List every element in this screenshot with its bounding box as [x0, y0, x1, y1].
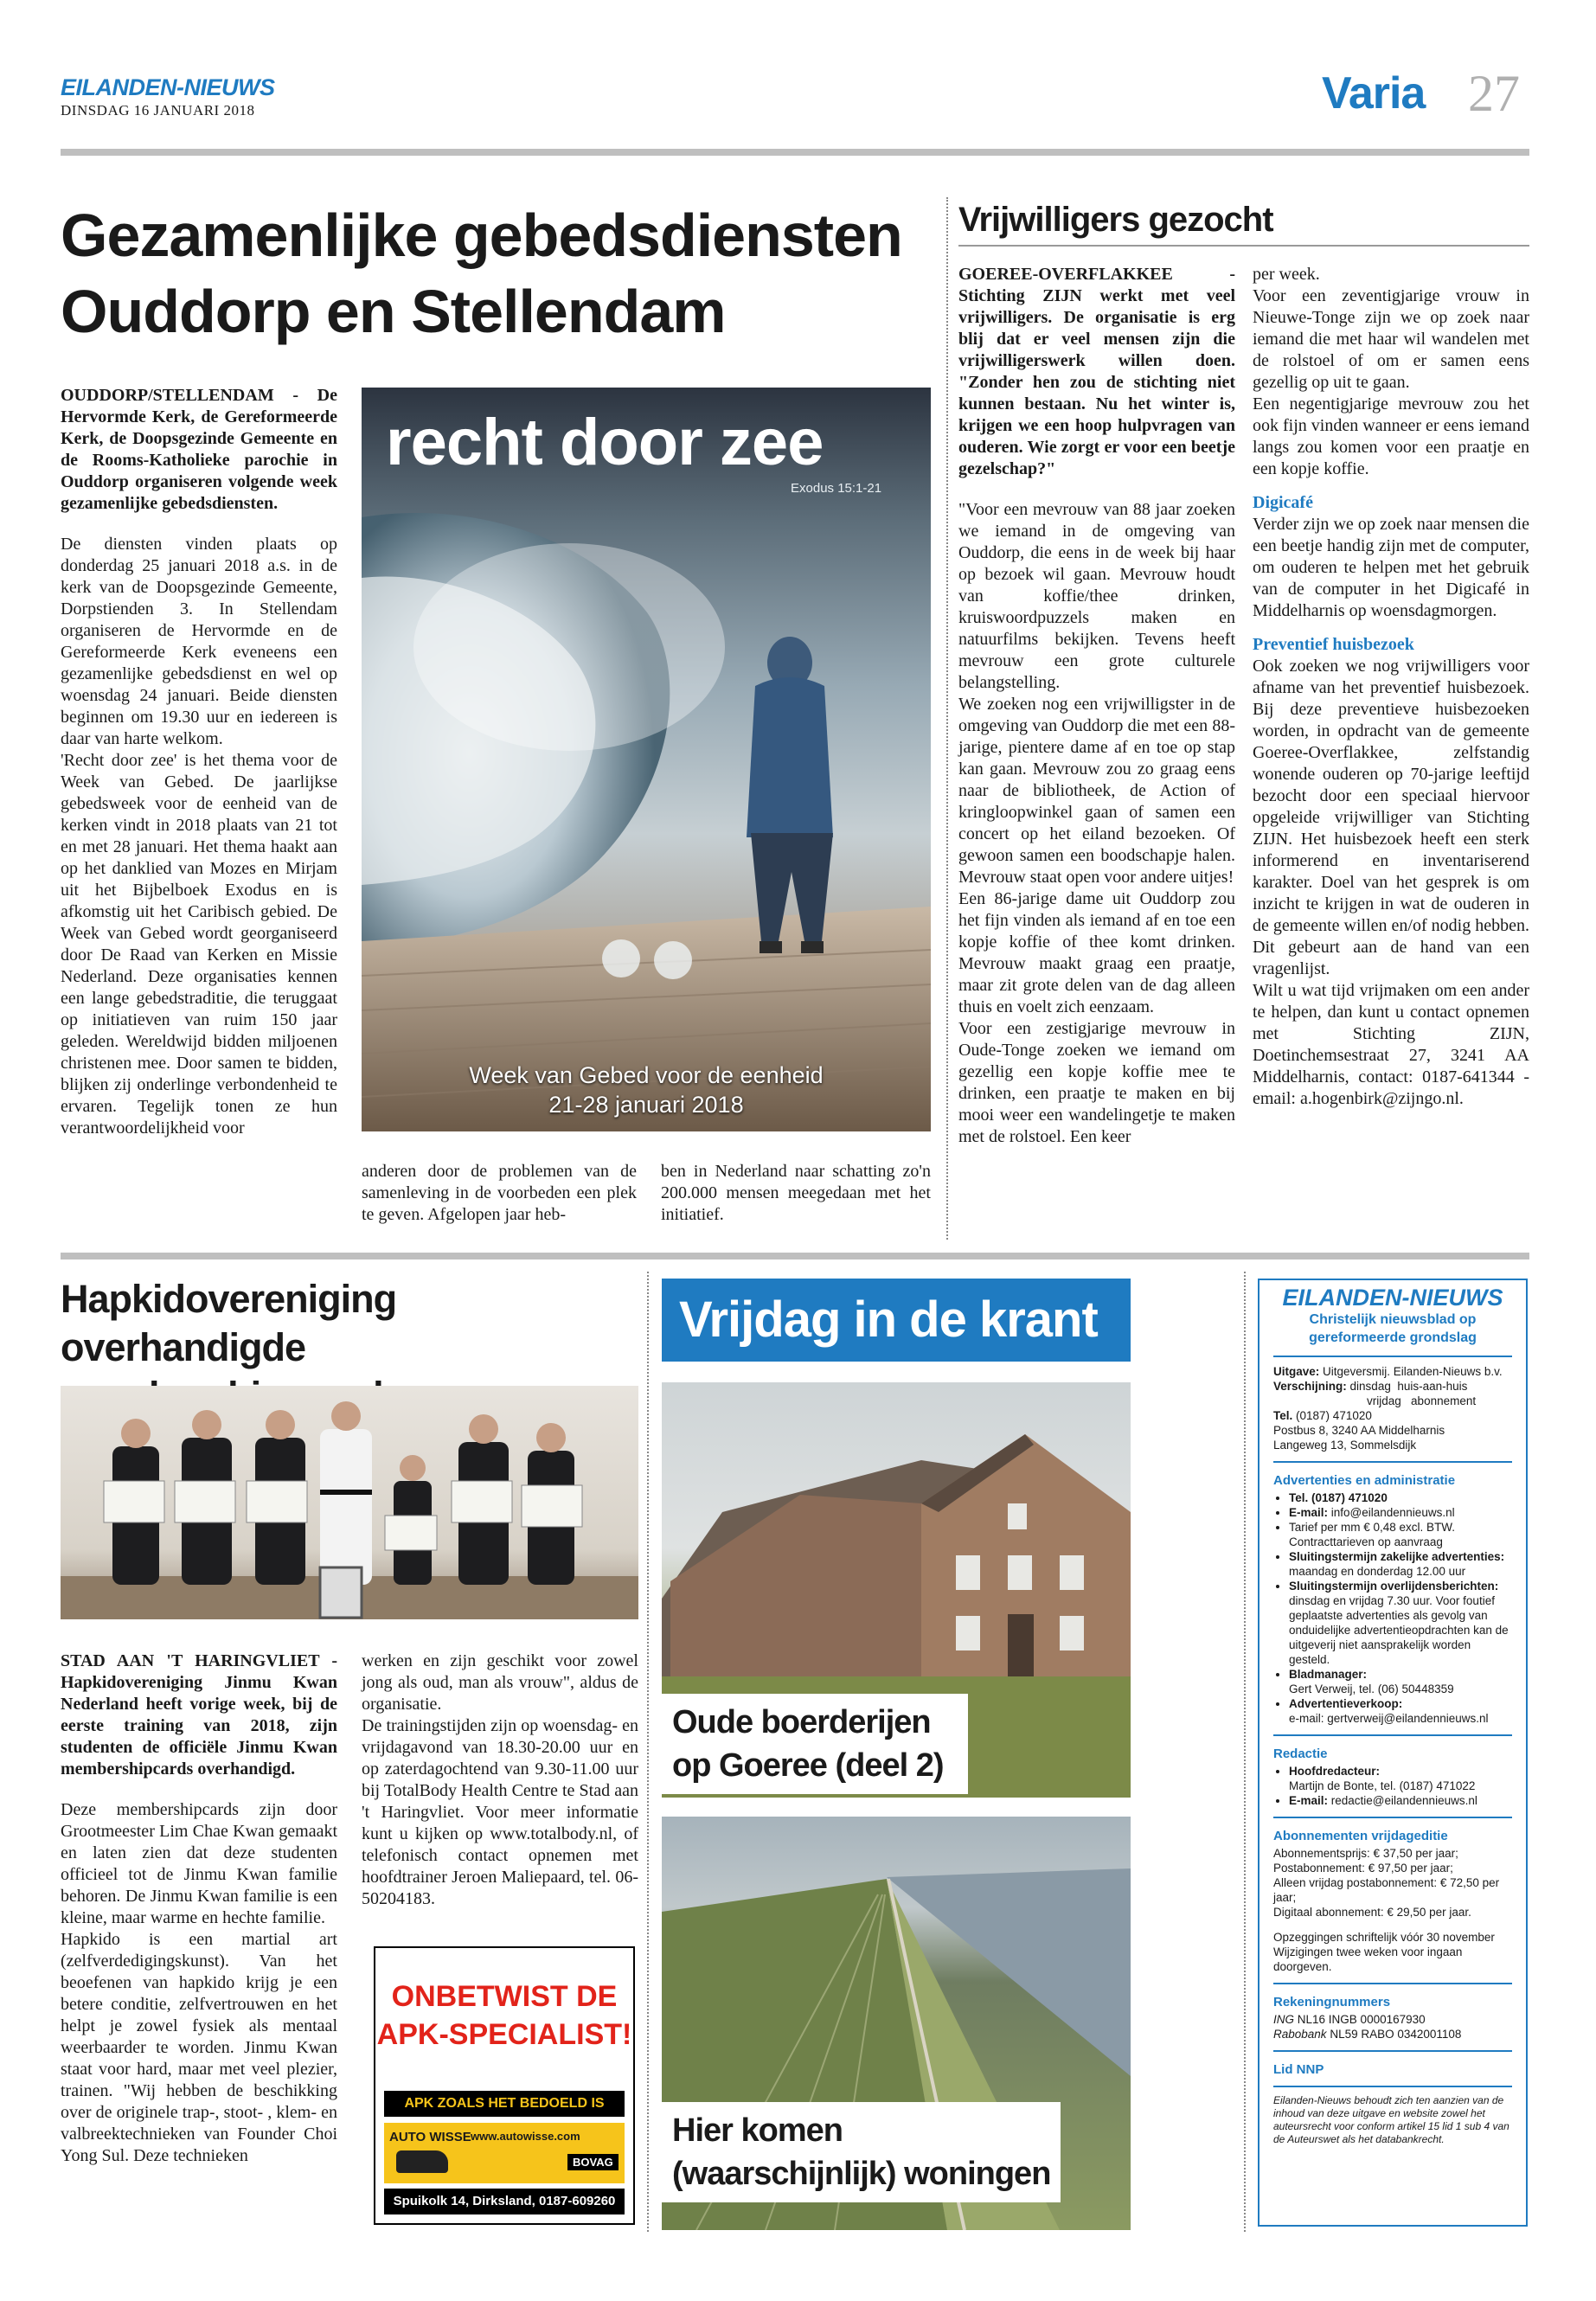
hapkido-photo: [61, 1386, 638, 1619]
paragraph: De diensten vinden plaats op donderdag 25 januari 2018 a.s. in de kerk van de Doopsgezinde Gemeente, Dorpstienden 3. In Stellendam organiseren de Hervormde en de Gereformeerde Kerk eveneens een gezamenlijke gebedsdienst en wel op woensdag 24 januari. Beide diensten beginnen om 19.30 uur en iedereen is daar van harte welkom.: [61, 535, 337, 748]
red-title: Redactie: [1273, 1747, 1328, 1761]
paragraph: "Voor een mevrouw van 88 jaar zoeken we iemand in de omgeving van Ouddorp, die eens in de week bij haar op bezoek wil gaan. Mevrouw houdt van koffie/thee drinken, kruiswoordpuzzels maken en natuurfilms bekijken. Tevens heeft mevrouw een grote culturele belangstelling.: [958, 500, 1235, 692]
paragraph: Deze membershipcards zijn door Grootmeester Lim Chae Kwan gemaakt en laten zien dat deze studenten officieel tot de Jinmu Kwan familie behoren. De Jinmu Kwan familie is een kleine, maar warme en hechte familie.: [61, 1800, 337, 1927]
address-line: Langeweg 13, Sommelsdijk: [1273, 1439, 1417, 1452]
colophon-rule: [1273, 2086, 1512, 2087]
poster-caption-line: Week van Gebed voor de eenheid: [469, 1062, 824, 1088]
section-rule: [61, 1253, 1529, 1259]
red-item: • E-mail: redactie@eilandennieuws.nl: [1289, 1793, 1512, 1808]
paragraph: anderen door de problemen van de samenleving in de voorbeden een plek te geven. Afgelopen jaar heb-: [362, 1162, 637, 1224]
friday-caption-2: [662, 2102, 1061, 2202]
paragraph: Wilt u wat tijd vrijmaken om een ander te helpen, dan kunt u contact opnemen met Stichting ZIJN, Doetinchemsestraat 27, 3241 AA Middelharnis, contact: 0187-641344 - email: a.hogenbirk@zijngo.nl.: [1253, 981, 1529, 1108]
column-divider: [647, 1272, 649, 2232]
colophon-publisher: [1273, 1364, 1512, 1452]
issue-date: DINSDAG 16 JANUARI 2018: [61, 102, 255, 119]
paragraph: Een 86-jarige dame uit Ouddorp zou het fijn vinden als iemand af en toe een kopje koffie of thee komt drinken. Mevrouw maakt graag een praatje, maar zit grote delen van de dag alleen thuis en voelt zich eenzaam.: [958, 889, 1235, 1016]
ad-bovag: BOVAG: [567, 2154, 619, 2170]
caption-line: op Goeree (deel 2): [672, 1747, 944, 1784]
section-label: Varia: [1322, 68, 1426, 119]
value: (0187) 471020: [1296, 1409, 1372, 1422]
colophon-rule: [1273, 1734, 1512, 1736]
article2-col2: [1253, 264, 1529, 1110]
colophon-logo: EILANDEN-NIEUWS: [1282, 1285, 1503, 1311]
abo-line: Abonnementsprijs: € 37,50 per jaar;: [1273, 1847, 1458, 1860]
ad-banner: APK ZOALS HET BEDOELD IS: [384, 2091, 625, 2117]
column-divider: [946, 197, 948, 1240]
value: Uitgeversmij. Eilanden-Nieuws b.v.: [1323, 1365, 1503, 1378]
poster-image: [362, 388, 931, 1131]
friday-caption-1: [662, 1694, 968, 1794]
ad-headline-line: ONBETWIST DE: [391, 1980, 618, 2013]
paragraph: Hapkido is een martial art (zelfverdedigingskunst). Van het beoefenen van hapkido krijg je een betere conditie, zelfvertrouwen en het helpt je zowel fysiek als mentaal weerbaarder te worden. Jinmu Kwan staat voor hard, maar met veel plezier, trainen. "Wij hebben de beschikking over de originele trap-, stoot- , klem- en valbreektechnieken van Founder Choi Yong Sul. Deze technieken: [61, 1930, 337, 2165]
value: abonnement: [1411, 1394, 1477, 1407]
article2-headline: Vrijwilligers gezocht: [958, 201, 1273, 239]
ad-logo-strip: [384, 2123, 625, 2183]
adv-item: • Sluitingstermijn zakelijke advertenties: maandag en donderdag 12.00 uur: [1289, 1549, 1512, 1579]
value: vrijdag: [1367, 1394, 1401, 1407]
colophon-box: [1258, 1279, 1528, 2227]
friday-banner: Vrijdag in de krant: [662, 1279, 1131, 1362]
tagline-line: Christelijk nieuwsblad op: [1309, 1312, 1477, 1327]
colophon-rule: [1273, 2050, 1512, 2052]
abo-line: Digitaal abonnement: € 29,50 per jaar.: [1273, 1906, 1471, 1919]
rek-list: ING NL16 INGB 0000167930 Rabobank NL59 RABO 0342001108: [1273, 2013, 1462, 2041]
paragraph: Ook zoeken we nog vrijwilligers voor afname van het preventief huisbezoek. Bij deze preventieve huisbezoeken worden, in opdracht van de gemeente Goeree-Overflakkee, zelfstandig wonende ouderen op 70-jarige leeftijd bezocht door een speciaal hiervoor opgeleide vrijwilliger van Stichting ZIJN. Het huisbezoek heeft een sterk informerend en inventariserend karakter. Doel van het gesprek is om inzicht te krijgen in wat de ouderen in de gemeente willen en/of nodig hebben. Dit gebeurt aan de hand van een vragenlijst.: [1253, 657, 1529, 978]
abo-list: [1273, 1846, 1512, 1974]
advertisement[interactable]: [374, 1946, 635, 2225]
poster-caption: [362, 1061, 931, 1119]
article2-col1: [958, 264, 1235, 1148]
ad-address: Spuikolk 14, Dirksland, 0187-609260: [384, 2189, 625, 2214]
article2-rule: [958, 245, 1529, 247]
label: Verschijning:: [1273, 1380, 1347, 1393]
paragraph: werken en zijn geschikt voor zowel jong als oud, man als vrouw", aldus de organisatie.: [362, 1651, 638, 1714]
colophon-tagline: [1273, 1311, 1512, 1347]
ad-website: www.autowisse.com: [471, 2130, 580, 2143]
paragraph: De trainingstijden zijn op woensdag- en vrijdagavond van 18.30-20.00 uur en op zaterdagochtend van 9.30-11.00 uur bij TotalBody Health Centre te Stad aan 't Haringvliet. Voor meer informatie kunt u kijken op www.totalbody.nl, of telefonisch contact opnemen met hoofdtrainer Jeroen Maliepaard, tel. 06-50204183.: [362, 1716, 638, 1908]
paragraph: Voor een zeventigjarige vrouw in Nieuwe-Tonge zijn we op zoek naar iemand die met haar wil wandelen met de rolstoel of om er samen eens gezellig op uit te gaan.: [1253, 286, 1529, 392]
aerial-photo[interactable]: [662, 1817, 1131, 2230]
car-icon: [396, 2150, 448, 2173]
headline-line: Ouddorp en Stellendam: [61, 278, 726, 345]
paragraph: ben in Nederland naar schatting zo'n 200.000 mensen meegedaan met het initiatief.: [661, 1162, 931, 1224]
caption-line: (waarschijnlijk) woningen: [672, 2156, 1051, 2192]
caption-line: Hier komen: [672, 2112, 843, 2149]
page-number: 27: [1468, 65, 1520, 122]
paragraph: Een negentigjarige mevrouw zou het ook fijn vinden wanneer er eens iemand langs zou komen voor een praatje en een kopje koffie.: [1253, 394, 1529, 478]
article1-col3: [661, 1161, 931, 1226]
poster-wave-art: [362, 388, 931, 1131]
colophon-rule: [1273, 1356, 1512, 1357]
address-line: Postbus 8, 3240 AA Middelharnis: [1273, 1424, 1445, 1437]
poster-caption-line: 21-28 januari 2018: [548, 1092, 744, 1118]
caption-line: Oude boerderijen: [672, 1704, 931, 1740]
article1-col2: [362, 1161, 637, 1226]
ad-headline-line: APK-SPECIALIST!: [376, 2018, 632, 2051]
disclaimer: Eilanden-Nieuws behoudt zich ten aanzien van de inhoud van deze uitgave en website zowel het auteursrecht voor conform artikel 15 lid 1 sub 4 van de Auteurswet als het databankrecht.: [1273, 2094, 1509, 2145]
subhead-preventief: Preventief huisbezoek: [1253, 635, 1414, 654]
value: huis-aan-huis: [1397, 1380, 1468, 1393]
abo-title: Abonnementen vrijdageditie: [1273, 1829, 1448, 1843]
colophon-rule: [1273, 1461, 1512, 1463]
adv-item: • E-mail: info@eilandennieuws.nl: [1289, 1505, 1512, 1520]
masthead-logo: EILANDEN-NIEUWS: [61, 74, 275, 100]
article1-lead: OUDDORP/STELLENDAM - De Hervormde Kerk, de Gereformeerde Kerk, de Doopsgezinde Gemeente en de Rooms-Katholieke parochie in Ouddorp organiseren volgende week gezamenlijke gebedsdiensten.: [61, 386, 337, 513]
header-rule: [61, 149, 1529, 156]
abo-line: Wijzigingen twee weken voor ingaan doorgeven.: [1273, 1945, 1463, 1973]
article1-headline: [61, 197, 943, 349]
headline-line: Hapkidovereniging overhandigde: [61, 1277, 397, 1369]
adv-item: • Tel. (0187) 471020: [1289, 1490, 1512, 1505]
tagline-line: gereformeerde grondslag: [1309, 1330, 1477, 1345]
farmhouse-photo[interactable]: [662, 1382, 1131, 1798]
hapkido-group-art: [61, 1386, 638, 1619]
colophon-rule: [1273, 1983, 1512, 1984]
poster-reference: Exodus 15:1-21: [791, 481, 882, 496]
adv-item: • Bladmanager: Gert Verweij, tel. (06) 50448359: [1289, 1667, 1512, 1696]
value: dinsdag: [1349, 1380, 1391, 1393]
colophon-rule: [1273, 1817, 1512, 1818]
lid-nnp: Lid NNP: [1273, 2062, 1324, 2077]
poster-title: recht door zee: [386, 406, 824, 479]
paragraph: 'Recht door zee' is het thema voor de Week van Gebed. De jaarlijkse gebedsweek voor de eenheid van de kerken vindt in 2018 plaats van 21 tot en met 28 januari. Het thema haakt aan op het danklied van Mozes en Mirjam uit het Bijbelboek Exodus en is afkomstig uit het Caribisch gebied. De Week van Gebed wordt georganiseerd door De Raad van Kerken en Missie Nederland. Deze organisaties kennen een lange gebedstraditie, die teruggaat op initiatieven van ruim 150 jaar geleden. Wereldwijd bidden miljoenen christenen mee. Door samen te bidden, blijken zij onderlinge verbondenheid te ervaren. Tegelijk tonen ze hun verantwoordelijkheid voor: [61, 751, 337, 1138]
adv-list: [1273, 1490, 1512, 1726]
red-item: • Hoofdredacteur: Martijn de Bonte, tel. (0187) 471022: [1289, 1764, 1512, 1793]
article1-col1: [61, 385, 337, 1139]
article3-col2: [362, 1650, 638, 1910]
adv-item: • Tarief per mm € 0,48 excl. BTW. Contracttarieven op aanvraag: [1289, 1520, 1512, 1549]
adv-item: • Advertentieverkoop: e-mail: gertverweij@eilandennieuws.nl: [1289, 1696, 1512, 1726]
red-list: [1273, 1764, 1512, 1808]
abo-line: Alleen vrijdag postabonnement: € 72,50 per jaar;: [1273, 1876, 1500, 1904]
paragraph: Verder zijn we op zoek naar mensen die een beetje handig zijn met de computer, om ouderen te helpen met het gebruik van de computer in het Digicafé in Middelharnis op woensdagmorgen.: [1253, 515, 1529, 620]
adv-item: • Sluitingstermijn overlijdensberichten: dinsdag en vrijdag 7.30 uur. Voor foutief geplaatste advertenties als gevolg van onduidelijke advertentieopdrachten kan de uitgeverij niet aansprakelijk worden gesteld.: [1289, 1579, 1512, 1667]
subhead-digicafe: Digicafé: [1253, 493, 1313, 512]
article2-lead: GOEREE-OVERFLAKKEE - Stichting ZIJN werkt met veel vrijwilligers. De organisatie is erg blij dat er veel mensen zijn die vrijwilligerswerk willen doen. "Zonder hen zou de stichting niet kunnen bestaan. Nu het winter is, krijgen we een hoop hulpvragen van ouderen. Wie zorgt er voor een beetje gezelschap?": [958, 265, 1235, 478]
headline-line: Gezamenlijke gebedsdiensten: [61, 202, 902, 269]
paragraph: per week.: [1253, 265, 1320, 284]
label: Uitgave:: [1273, 1365, 1320, 1378]
ad-headline: [375, 1977, 633, 2054]
abo-line: Postabonnement: € 97,50 per jaar;: [1273, 1862, 1453, 1875]
paragraph: Voor een zestigjarige mevrouw in Oude-Tonge zoeken we iemand om gezellig een kopje koffie mee te drinken, een praatje te maken en bij mooi weer een wandelingetje te maken met de rolstoel. Een keer: [958, 1019, 1235, 1146]
adv-title: Advertenties en administratie: [1273, 1473, 1456, 1488]
article3-lead: STAD AAN 'T HARINGVLIET - Hapkidovereniging Jinmu Kwan Nederland heeft vorige week, bij de eerste training van 2018, zijn studenten de officiële Jinmu Kwan membershipcards overhandigd.: [61, 1651, 337, 1779]
label: Tel.: [1273, 1409, 1293, 1422]
paragraph: We zoeken nog een vrijwilligster in de omgeving van Ouddorp die met een 88-jarige, pientere dame af en toe op stap kan gaan. Mevrouw zou zo graag eens naar de bibliotheek, de Action of kringloopwinkel gaan of samen een concert op het eiland bezoeken. Of gewoon samen een boodschapje halen. Mevrouw staat open voor andere uitjes!: [958, 695, 1235, 887]
article3-col1: [61, 1650, 337, 2167]
abo-line: Opzeggingen schriftelijk vóór 30 november: [1273, 1931, 1495, 1944]
column-divider: [1244, 1272, 1246, 2232]
rek-title: Rekeningnummers: [1273, 1995, 1391, 2009]
ad-brand: AUTO WISSE: [389, 2130, 471, 2144]
